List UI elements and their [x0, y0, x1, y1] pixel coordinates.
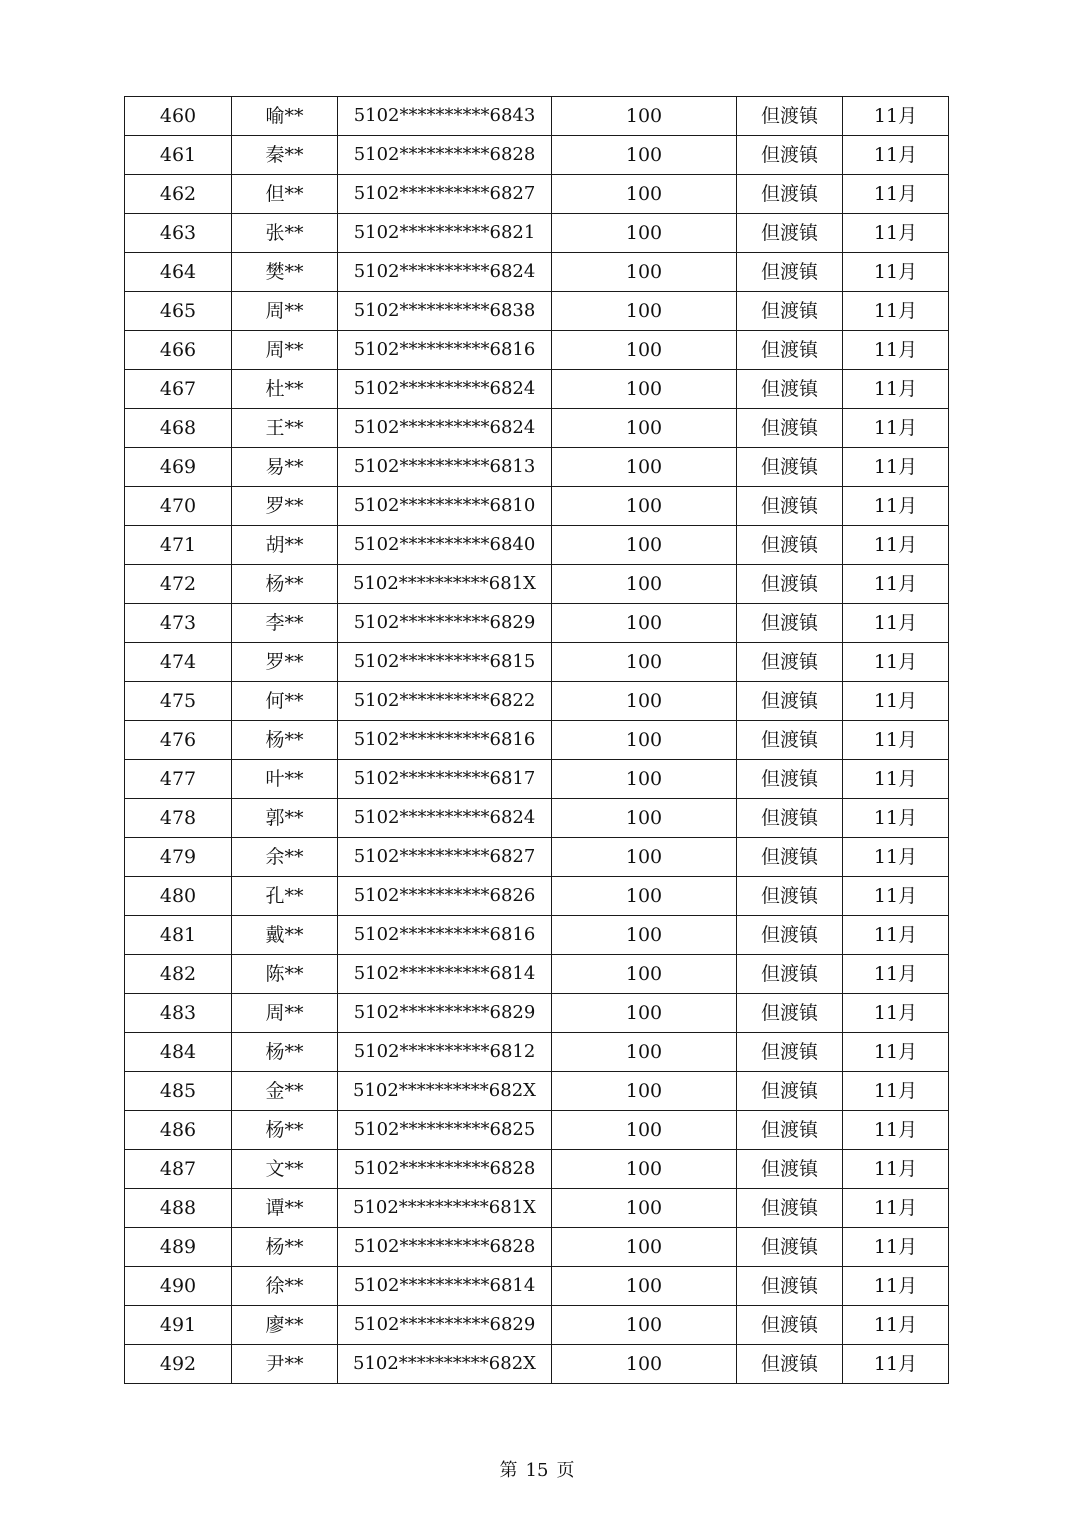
- cell-row-number: 488: [125, 1189, 232, 1228]
- cell-row-number: 477: [125, 760, 232, 799]
- cell-amount: 100: [552, 1189, 737, 1228]
- cell-town: 但渡镇: [737, 214, 843, 253]
- cell-amount: 100: [552, 916, 737, 955]
- table-row: [125, 136, 949, 175]
- cell-town: 但渡镇: [737, 1345, 843, 1384]
- cell-amount: 100: [552, 1228, 737, 1267]
- cell-month: 11月: [843, 916, 949, 955]
- cell-town: 但渡镇: [737, 292, 843, 331]
- cell-name: 金**: [232, 1072, 338, 1111]
- cell-month: 11月: [843, 409, 949, 448]
- table-row: [125, 838, 949, 877]
- cell-id-number: 5102**********6812: [338, 1033, 552, 1072]
- cell-town: 但渡镇: [737, 253, 843, 292]
- cell-amount: 100: [552, 370, 737, 409]
- cell-row-number: 474: [125, 643, 232, 682]
- cell-month: 11月: [843, 565, 949, 604]
- page-number: 15: [525, 1460, 549, 1481]
- cell-id-number: 5102**********6843: [338, 97, 552, 136]
- cell-id-number: 5102**********6817: [338, 760, 552, 799]
- cell-month: 11月: [843, 1228, 949, 1267]
- cell-id-number: 5102**********6838: [338, 292, 552, 331]
- table-row: [125, 877, 949, 916]
- cell-month: 11月: [843, 682, 949, 721]
- cell-town: 但渡镇: [737, 1189, 843, 1228]
- table-row: [125, 1228, 949, 1267]
- cell-row-number: 479: [125, 838, 232, 877]
- cell-month: 11月: [843, 370, 949, 409]
- cell-name: 易**: [232, 448, 338, 487]
- cell-row-number: 489: [125, 1228, 232, 1267]
- cell-amount: 100: [552, 1072, 737, 1111]
- cell-name: 李**: [232, 604, 338, 643]
- cell-id-number: 5102**********6824: [338, 799, 552, 838]
- cell-month: 11月: [843, 643, 949, 682]
- cell-month: 11月: [843, 1189, 949, 1228]
- table-row: [125, 448, 949, 487]
- footer-prefix: 第: [499, 1460, 518, 1481]
- cell-id-number: 5102**********6828: [338, 1228, 552, 1267]
- cell-id-number: 5102**********6824: [338, 253, 552, 292]
- cell-town: 但渡镇: [737, 838, 843, 877]
- cell-name: 杨**: [232, 1033, 338, 1072]
- cell-amount: 100: [552, 292, 737, 331]
- cell-id-number: 5102**********681X: [338, 565, 552, 604]
- cell-name: 余**: [232, 838, 338, 877]
- cell-town: 但渡镇: [737, 97, 843, 136]
- cell-month: 11月: [843, 526, 949, 565]
- cell-name: 廖**: [232, 1306, 338, 1345]
- footer-suffix: 页: [556, 1460, 575, 1481]
- cell-row-number: 486: [125, 1111, 232, 1150]
- cell-row-number: 472: [125, 565, 232, 604]
- cell-month: 11月: [843, 97, 949, 136]
- cell-town: 但渡镇: [737, 721, 843, 760]
- cell-town: 但渡镇: [737, 409, 843, 448]
- table-row: [125, 760, 949, 799]
- cell-amount: 100: [552, 1111, 737, 1150]
- cell-name: 戴**: [232, 916, 338, 955]
- cell-town: 但渡镇: [737, 1033, 843, 1072]
- cell-town: 但渡镇: [737, 1072, 843, 1111]
- cell-id-number: 5102**********6827: [338, 838, 552, 877]
- table-row: [125, 1345, 949, 1384]
- cell-id-number: 5102**********682X: [338, 1072, 552, 1111]
- table-row: [125, 955, 949, 994]
- cell-id-number: 5102**********682X: [338, 1345, 552, 1384]
- cell-town: 但渡镇: [737, 526, 843, 565]
- table-row: [125, 370, 949, 409]
- cell-name: 杜**: [232, 370, 338, 409]
- cell-name: 徐**: [232, 1267, 338, 1306]
- cell-row-number: 491: [125, 1306, 232, 1345]
- cell-id-number: 5102**********6829: [338, 604, 552, 643]
- cell-month: 11月: [843, 487, 949, 526]
- cell-amount: 100: [552, 838, 737, 877]
- cell-town: 但渡镇: [737, 682, 843, 721]
- cell-row-number: 484: [125, 1033, 232, 1072]
- cell-amount: 100: [552, 331, 737, 370]
- cell-id-number: 5102**********6840: [338, 526, 552, 565]
- cell-name: 秦**: [232, 136, 338, 175]
- cell-row-number: 490: [125, 1267, 232, 1306]
- cell-town: 但渡镇: [737, 448, 843, 487]
- cell-name: 张**: [232, 214, 338, 253]
- table-row: [125, 253, 949, 292]
- cell-row-number: 465: [125, 292, 232, 331]
- cell-town: 但渡镇: [737, 994, 843, 1033]
- cell-row-number: 476: [125, 721, 232, 760]
- cell-row-number: 492: [125, 1345, 232, 1384]
- cell-amount: 100: [552, 253, 737, 292]
- cell-month: 11月: [843, 1150, 949, 1189]
- cell-name: 杨**: [232, 565, 338, 604]
- cell-town: 但渡镇: [737, 916, 843, 955]
- cell-town: 但渡镇: [737, 955, 843, 994]
- cell-row-number: 478: [125, 799, 232, 838]
- cell-row-number: 471: [125, 526, 232, 565]
- cell-name: 周**: [232, 994, 338, 1033]
- cell-id-number: 5102**********6827: [338, 175, 552, 214]
- cell-month: 11月: [843, 253, 949, 292]
- cell-town: 但渡镇: [737, 1111, 843, 1150]
- cell-name: 杨**: [232, 1228, 338, 1267]
- cell-town: 但渡镇: [737, 1267, 843, 1306]
- cell-month: 11月: [843, 1033, 949, 1072]
- cell-amount: 100: [552, 1150, 737, 1189]
- cell-town: 但渡镇: [737, 1306, 843, 1345]
- table-row: [125, 565, 949, 604]
- cell-month: 11月: [843, 994, 949, 1033]
- cell-month: 11月: [843, 1345, 949, 1384]
- cell-id-number: 5102**********6826: [338, 877, 552, 916]
- cell-row-number: 469: [125, 448, 232, 487]
- table-row: [125, 643, 949, 682]
- cell-name: 胡**: [232, 526, 338, 565]
- cell-month: 11月: [843, 721, 949, 760]
- cell-id-number: 5102**********681X: [338, 1189, 552, 1228]
- cell-town: 但渡镇: [737, 604, 843, 643]
- table-row: [125, 214, 949, 253]
- cell-town: 但渡镇: [737, 487, 843, 526]
- table-row: [125, 1267, 949, 1306]
- cell-amount: 100: [552, 877, 737, 916]
- cell-amount: 100: [552, 955, 737, 994]
- cell-month: 11月: [843, 214, 949, 253]
- table-row: [125, 97, 949, 136]
- cell-town: 但渡镇: [737, 1228, 843, 1267]
- cell-amount: 100: [552, 604, 737, 643]
- cell-amount: 100: [552, 565, 737, 604]
- cell-id-number: 5102**********6814: [338, 1267, 552, 1306]
- cell-month: 11月: [843, 175, 949, 214]
- cell-id-number: 5102**********6825: [338, 1111, 552, 1150]
- cell-name: 周**: [232, 292, 338, 331]
- cell-name: 尹**: [232, 1345, 338, 1384]
- cell-row-number: 481: [125, 916, 232, 955]
- cell-month: 11月: [843, 331, 949, 370]
- cell-month: 11月: [843, 838, 949, 877]
- page-footer: [0, 1456, 1074, 1482]
- cell-month: 11月: [843, 1306, 949, 1345]
- cell-name: 但**: [232, 175, 338, 214]
- cell-name: 谭**: [232, 1189, 338, 1228]
- cell-row-number: 487: [125, 1150, 232, 1189]
- cell-amount: 100: [552, 1267, 737, 1306]
- cell-month: 11月: [843, 292, 949, 331]
- cell-month: 11月: [843, 1072, 949, 1111]
- table-row: [125, 799, 949, 838]
- cell-name: 陈**: [232, 955, 338, 994]
- cell-month: 11月: [843, 136, 949, 175]
- table-row: [125, 1306, 949, 1345]
- cell-name: 叶**: [232, 760, 338, 799]
- cell-amount: 100: [552, 487, 737, 526]
- cell-town: 但渡镇: [737, 799, 843, 838]
- cell-amount: 100: [552, 643, 737, 682]
- cell-id-number: 5102**********6828: [338, 1150, 552, 1189]
- cell-amount: 100: [552, 1033, 737, 1072]
- cell-row-number: 463: [125, 214, 232, 253]
- cell-row-number: 464: [125, 253, 232, 292]
- table-row: [125, 682, 949, 721]
- cell-id-number: 5102**********6813: [338, 448, 552, 487]
- cell-id-number: 5102**********6829: [338, 994, 552, 1033]
- cell-town: 但渡镇: [737, 760, 843, 799]
- cell-town: 但渡镇: [737, 331, 843, 370]
- cell-row-number: 466: [125, 331, 232, 370]
- table-row: [125, 487, 949, 526]
- cell-row-number: 473: [125, 604, 232, 643]
- table-row: [125, 331, 949, 370]
- table-row: [125, 916, 949, 955]
- cell-town: 但渡镇: [737, 643, 843, 682]
- cell-month: 11月: [843, 1111, 949, 1150]
- cell-amount: 100: [552, 214, 737, 253]
- cell-town: 但渡镇: [737, 877, 843, 916]
- cell-month: 11月: [843, 955, 949, 994]
- table-row: [125, 1033, 949, 1072]
- cell-amount: 100: [552, 136, 737, 175]
- cell-name: 罗**: [232, 643, 338, 682]
- cell-town: 但渡镇: [737, 370, 843, 409]
- cell-amount: 100: [552, 994, 737, 1033]
- cell-month: 11月: [843, 604, 949, 643]
- cell-id-number: 5102**********6828: [338, 136, 552, 175]
- cell-name: 文**: [232, 1150, 338, 1189]
- cell-amount: 100: [552, 1345, 737, 1384]
- cell-town: 但渡镇: [737, 1150, 843, 1189]
- cell-id-number: 5102**********6815: [338, 643, 552, 682]
- cell-row-number: 461: [125, 136, 232, 175]
- cell-name: 罗**: [232, 487, 338, 526]
- table-row: [125, 292, 949, 331]
- cell-name: 杨**: [232, 1111, 338, 1150]
- cell-id-number: 5102**********6824: [338, 370, 552, 409]
- cell-name: 喻**: [232, 97, 338, 136]
- table-row: [125, 175, 949, 214]
- table-row: [125, 994, 949, 1033]
- cell-row-number: 483: [125, 994, 232, 1033]
- cell-amount: 100: [552, 682, 737, 721]
- roster-table: [124, 96, 949, 1384]
- table-row: [125, 721, 949, 760]
- table-row: [125, 409, 949, 448]
- cell-month: 11月: [843, 448, 949, 487]
- cell-amount: 100: [552, 799, 737, 838]
- cell-amount: 100: [552, 97, 737, 136]
- cell-name: 孔**: [232, 877, 338, 916]
- cell-id-number: 5102**********6824: [338, 409, 552, 448]
- cell-amount: 100: [552, 409, 737, 448]
- cell-row-number: 467: [125, 370, 232, 409]
- cell-row-number: 470: [125, 487, 232, 526]
- cell-month: 11月: [843, 1267, 949, 1306]
- cell-id-number: 5102**********6816: [338, 916, 552, 955]
- cell-amount: 100: [552, 175, 737, 214]
- cell-amount: 100: [552, 760, 737, 799]
- table-row: [125, 1189, 949, 1228]
- cell-id-number: 5102**********6816: [338, 331, 552, 370]
- cell-row-number: 460: [125, 97, 232, 136]
- cell-amount: 100: [552, 448, 737, 487]
- table-row: [125, 1111, 949, 1150]
- cell-town: 但渡镇: [737, 175, 843, 214]
- cell-id-number: 5102**********6829: [338, 1306, 552, 1345]
- cell-month: 11月: [843, 760, 949, 799]
- cell-amount: 100: [552, 526, 737, 565]
- cell-name: 周**: [232, 331, 338, 370]
- cell-id-number: 5102**********6810: [338, 487, 552, 526]
- cell-name: 樊**: [232, 253, 338, 292]
- cell-id-number: 5102**********6822: [338, 682, 552, 721]
- cell-row-number: 462: [125, 175, 232, 214]
- cell-row-number: 485: [125, 1072, 232, 1111]
- cell-id-number: 5102**********6816: [338, 721, 552, 760]
- cell-row-number: 475: [125, 682, 232, 721]
- cell-town: 但渡镇: [737, 565, 843, 604]
- roster-table-body: [125, 97, 949, 1384]
- cell-name: 杨**: [232, 721, 338, 760]
- cell-row-number: 480: [125, 877, 232, 916]
- cell-month: 11月: [843, 877, 949, 916]
- table-row: [125, 1150, 949, 1189]
- cell-row-number: 468: [125, 409, 232, 448]
- cell-name: 王**: [232, 409, 338, 448]
- cell-id-number: 5102**********6821: [338, 214, 552, 253]
- cell-name: 何**: [232, 682, 338, 721]
- table-row: [125, 604, 949, 643]
- cell-month: 11月: [843, 799, 949, 838]
- table-row: [125, 526, 949, 565]
- table-row: [125, 1072, 949, 1111]
- cell-amount: 100: [552, 721, 737, 760]
- cell-amount: 100: [552, 1306, 737, 1345]
- cell-town: 但渡镇: [737, 136, 843, 175]
- cell-row-number: 482: [125, 955, 232, 994]
- cell-id-number: 5102**********6814: [338, 955, 552, 994]
- cell-name: 郭**: [232, 799, 338, 838]
